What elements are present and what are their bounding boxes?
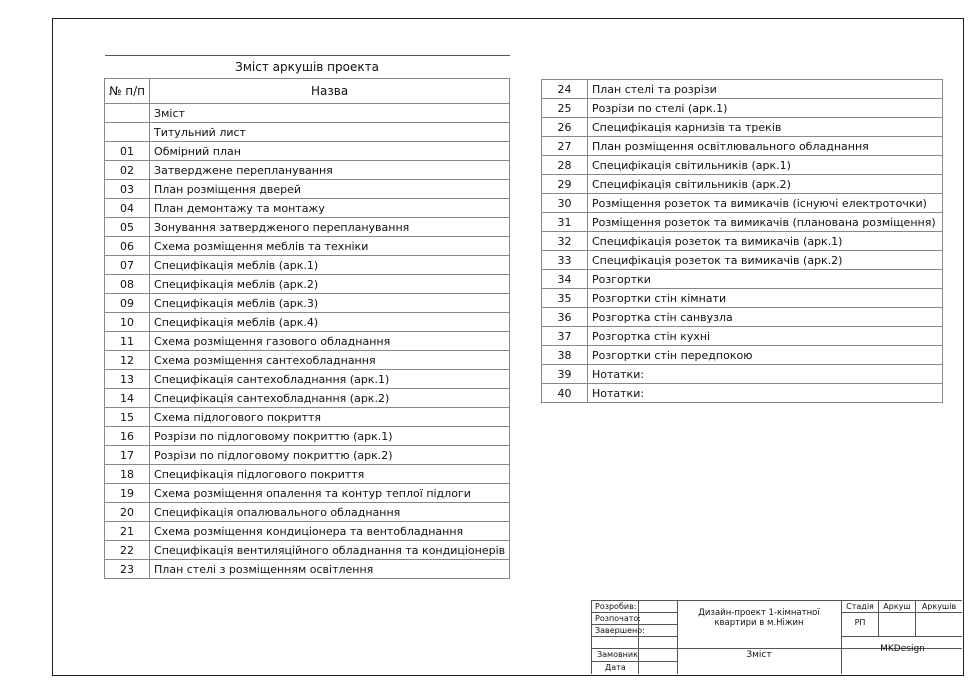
table-row: [105, 332, 510, 351]
table-row: [542, 346, 943, 365]
row-number: 22: [105, 541, 150, 560]
row-name: Розрізи по підлоговому покриттю (арк.2): [150, 446, 510, 465]
contents-table-left: [104, 55, 510, 579]
row-name: План демонтажу та монтажу: [150, 199, 510, 218]
row-number: 32: [542, 232, 588, 251]
table-row: [105, 180, 510, 199]
table-row: [105, 427, 510, 446]
table-row: [542, 194, 943, 213]
stamp-project-title: Дизайн-проект 1-кімнатної квартири в м.Ніжин: [698, 608, 820, 628]
table-row: [105, 237, 510, 256]
table-row: [105, 522, 510, 541]
row-name: Специфікація розеток та вимикачів (арк.2): [588, 251, 943, 270]
row-number: 11: [105, 332, 150, 351]
table-row: [105, 503, 510, 522]
row-name: Специфікація меблів (арк.3): [150, 294, 510, 313]
table-row: [542, 213, 943, 232]
row-number: 15: [105, 408, 150, 427]
row-name: Нотатки:: [588, 384, 943, 403]
table-row: [542, 175, 943, 194]
row-number: [105, 104, 150, 123]
row-name: Схема розміщення кондиціонера та вентобладнання: [150, 522, 510, 541]
row-name: Зміст: [150, 104, 510, 123]
row-number: 14: [105, 389, 150, 408]
row-name: Специфікація карнизів та треків: [588, 118, 943, 137]
row-name: Специфікація меблів (арк.4): [150, 313, 510, 332]
table-row: [542, 365, 943, 384]
row-name: Специфікація вентиляційного обладнання та кондиціонерів: [150, 541, 510, 560]
row-number: 07: [105, 256, 150, 275]
table-row: [542, 327, 943, 346]
row-number: 28: [542, 156, 588, 175]
row-number: 16: [105, 427, 150, 446]
table-row: [105, 123, 510, 142]
row-number: [105, 123, 150, 142]
row-number: 26: [542, 118, 588, 137]
table-row: [105, 408, 510, 427]
table-row: [105, 351, 510, 370]
row-number: 36: [542, 308, 588, 327]
row-number: 17: [105, 446, 150, 465]
row-number: 39: [542, 365, 588, 384]
stamp-started-label: Розпочато:: [595, 614, 641, 623]
row-name: Схема розміщення меблів та техніки: [150, 237, 510, 256]
table-row: [105, 104, 510, 123]
row-name: Розміщення розеток та вимикачів (існуючі електроточки): [588, 194, 943, 213]
row-number: 05: [105, 218, 150, 237]
title-block: [591, 600, 962, 674]
row-number: 10: [105, 313, 150, 332]
table-row: [105, 142, 510, 161]
row-number: 04: [105, 199, 150, 218]
row-number: 23: [105, 560, 150, 579]
row-number: 40: [542, 384, 588, 403]
row-name: Зонування затвердженого перепланування: [150, 218, 510, 237]
row-number: 13: [105, 370, 150, 389]
row-name: План стелі з розміщенням освітлення: [150, 560, 510, 579]
table-row: [542, 308, 943, 327]
row-name: Нотатки:: [588, 365, 943, 384]
row-name: Розрізи по стелі (арк.1): [588, 99, 943, 118]
table-row: [105, 313, 510, 332]
row-name: Розрізи по підлоговому покриттю (арк.1): [150, 427, 510, 446]
table-row: [542, 156, 943, 175]
row-number: 01: [105, 142, 150, 161]
row-number: 20: [105, 503, 150, 522]
row-name: Специфікація сантехобладнання (арк.1): [150, 370, 510, 389]
row-name: Обмірний план: [150, 142, 510, 161]
stamp-sheets-label: Аркушів: [921, 602, 957, 611]
table-row: [105, 256, 510, 275]
table-title-row: [105, 56, 510, 79]
stamp-customer-label: Замовник: [597, 650, 638, 659]
row-number: 12: [105, 351, 150, 370]
table-row: [542, 137, 943, 156]
row-name: Специфікація меблів (арк.2): [150, 275, 510, 294]
table-row: [542, 99, 943, 118]
table-row: [542, 289, 943, 308]
stamp-company: MKDesign: [880, 644, 925, 654]
table-row: [105, 465, 510, 484]
row-number: 08: [105, 275, 150, 294]
row-number: 33: [542, 251, 588, 270]
row-name: Специфікація світильників (арк.2): [588, 175, 943, 194]
table-row: [105, 294, 510, 313]
table-title: Зміст аркушів проекта: [105, 56, 510, 79]
row-number: 30: [542, 194, 588, 213]
row-name: Схема розміщення опалення та контур теплої підлоги: [150, 484, 510, 503]
table-row: [542, 80, 943, 99]
table-row: [105, 560, 510, 579]
row-name: Схема розміщення сантехобладнання: [150, 351, 510, 370]
row-number: 31: [542, 213, 588, 232]
table-row: [105, 275, 510, 294]
row-name: Розгортки стін кімнати: [588, 289, 943, 308]
row-name: План розміщення освітлювального обладнання: [588, 137, 943, 156]
row-name: План стелі та розрізи: [588, 80, 943, 99]
row-name: Розгортки: [588, 270, 943, 289]
stamp-sheet-label: Аркуш: [883, 602, 911, 611]
stamp-stage-value: РП: [854, 618, 866, 627]
column-header-number: № п/п: [105, 79, 150, 104]
stamp-finished-label: Завершено:: [595, 626, 645, 635]
row-number: 06: [105, 237, 150, 256]
table-row: [105, 484, 510, 503]
row-number: 25: [542, 99, 588, 118]
row-number: 29: [542, 175, 588, 194]
table-row: [542, 118, 943, 137]
row-number: 02: [105, 161, 150, 180]
row-name: Специфікація підлогового покриття: [150, 465, 510, 484]
row-number: 24: [542, 80, 588, 99]
stamp-developed-label: Розробив:: [595, 602, 637, 611]
row-number: 27: [542, 137, 588, 156]
column-header-name: Назва: [150, 79, 510, 104]
table-row: [542, 384, 943, 403]
table-header-row: [105, 79, 510, 104]
table-row: [542, 270, 943, 289]
row-name: Розгортки стін передпокою: [588, 346, 943, 365]
table-row: [105, 370, 510, 389]
row-name: Специфікація меблів (арк.1): [150, 256, 510, 275]
row-number: 37: [542, 327, 588, 346]
row-number: 21: [105, 522, 150, 541]
row-name: Розгортка стін санвузла: [588, 308, 943, 327]
stamp-sheet-title: Зміст: [746, 650, 772, 660]
row-number: 09: [105, 294, 150, 313]
table-row: [105, 218, 510, 237]
table-row: [542, 251, 943, 270]
row-number: 34: [542, 270, 588, 289]
row-name: Титульний лист: [150, 123, 510, 142]
table-row: [105, 389, 510, 408]
table-row: [105, 199, 510, 218]
row-name: Схема підлогового покриття: [150, 408, 510, 427]
stamp-stage-label: Стадія: [846, 602, 874, 611]
table-row: [105, 541, 510, 560]
row-name: Розміщення розеток та вимикачів (планована розміщення): [588, 213, 943, 232]
table-row: [105, 446, 510, 465]
table-row: [542, 232, 943, 251]
row-name: План розміщення дверей: [150, 180, 510, 199]
row-name: Схема розміщення газового обладнання: [150, 332, 510, 351]
row-name: Затверджене перепланування: [150, 161, 510, 180]
row-number: 03: [105, 180, 150, 199]
row-name: Специфікація сантехобладнання (арк.2): [150, 389, 510, 408]
row-number: 18: [105, 465, 150, 484]
row-name: Специфікація опалювального обладнання: [150, 503, 510, 522]
table-row: [105, 161, 510, 180]
row-number: 38: [542, 346, 588, 365]
row-name: Специфікація світильників (арк.1): [588, 156, 943, 175]
row-name: Розгортка стін кухні: [588, 327, 943, 346]
row-name: Специфікація розеток та вимикачів (арк.1): [588, 232, 943, 251]
contents-table-right: [541, 79, 943, 403]
row-number: 19: [105, 484, 150, 503]
row-number: 35: [542, 289, 588, 308]
stamp-date-label: Дата: [605, 663, 626, 672]
